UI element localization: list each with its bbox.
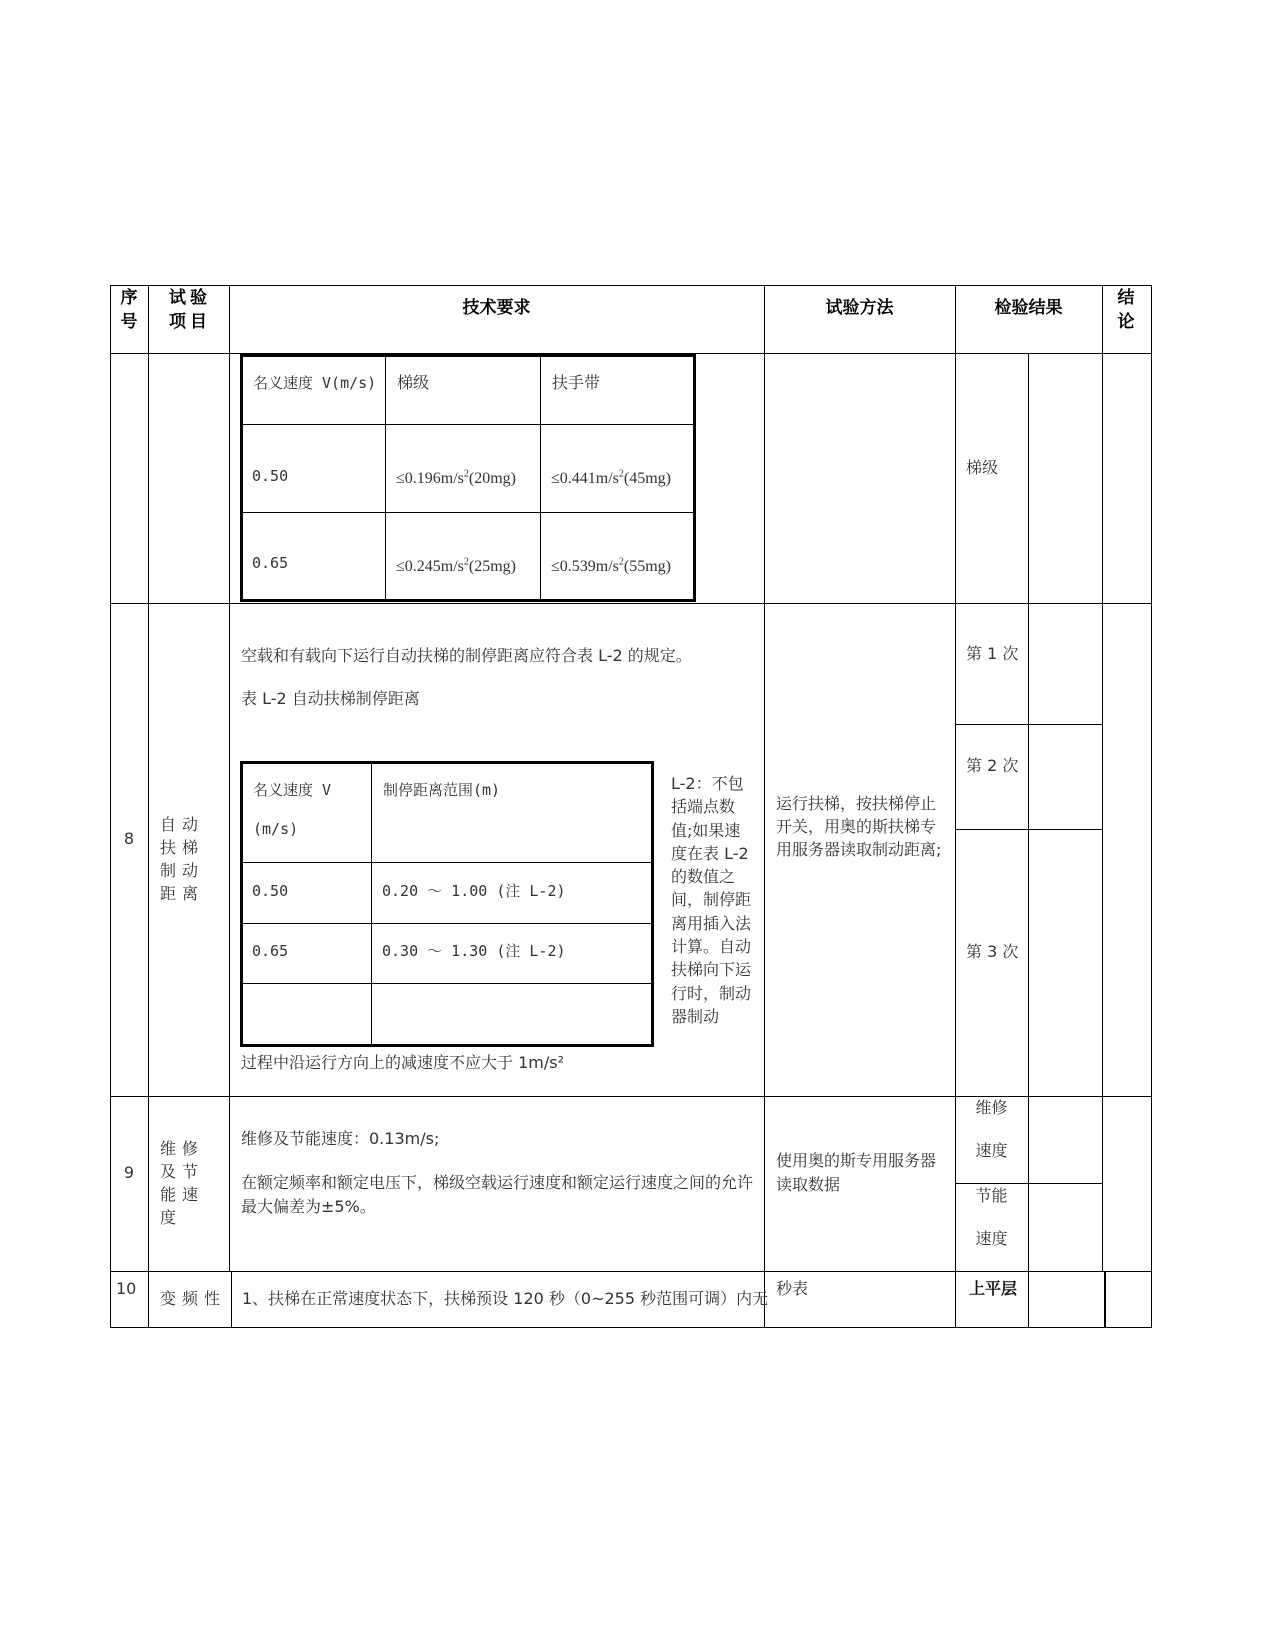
header-method: 试验方法 (825, 298, 894, 318)
stop-table-hline2 (242, 923, 652, 924)
row10-seq: 10 (116, 1279, 137, 1298)
header-item: 试验项目 (169, 288, 211, 332)
row8-req-tail: 过程中沿运行方向上的减速度不应大于 1m/s² (241, 1053, 564, 1072)
accel-r1-step (396, 467, 516, 491)
header-seq: 序号 (120, 288, 138, 332)
vline-result-r10 (1104, 1271, 1106, 1328)
accel-head-step: 梯级 (397, 373, 430, 392)
stop-table-hline1 (242, 862, 652, 863)
accel-r2-step (396, 555, 516, 579)
row8-seq: 8 (123, 829, 135, 848)
accel-r2-handrail-value: ≤0.539m/s (551, 558, 619, 575)
hline-top (110, 285, 1152, 286)
row8-result-2: 第 2 次 (966, 756, 1019, 775)
row8-result-3: 第 3 次 (966, 942, 1019, 961)
row8-side-note: L-2：不包括端点数值;如果速度在表 L-2 的数值之间，制停距离用插入法计算。自动扶梯向下运行时，制动器制动 (671, 774, 752, 1026)
stop-r2-speed: 0.65 (252, 942, 289, 960)
row8-table-title: 表 L-2 自动扶梯制停距离 (241, 689, 420, 708)
hline-bottom (110, 1327, 1152, 1328)
row9-result-energy-a: 节能 (975, 1186, 1008, 1205)
row10-req: 1、扶梯在正常速度状态下，扶梯预设 120 秒（0~255 秒范围可调）内无 (242, 1289, 769, 1308)
accel-r2-step-value: ≤0.245m/s (396, 558, 464, 575)
vline-result-inner (1028, 353, 1029, 1328)
row9-req-speed: 维修及节能速度：0.13m/s; (241, 1129, 440, 1148)
accel-r1-step-sup: 2 (463, 468, 469, 480)
row10-item: 变频性 (160, 1289, 227, 1308)
row8-result-1: 第 1 次 (966, 644, 1019, 663)
accel-head-speed: 名义速度 V(m/s) (253, 374, 377, 392)
row10-method: 秒表 (776, 1279, 809, 1298)
accel-table-vline1 (385, 356, 386, 600)
stop-r1-range: 0.20 ～ 1.00 (注 L-2) (382, 882, 566, 900)
row9-item: 维修及节能速度 (160, 1139, 205, 1227)
stop-head-speed-unit: (m/s) (253, 820, 299, 838)
accel-table-hline1 (242, 424, 694, 425)
hline-result-r8b (955, 829, 1102, 830)
stop-r2-range: 0.30 ～ 1.30 (注 L-2) (382, 942, 566, 960)
accel-table-hline2 (242, 512, 694, 513)
stop-distance-table (240, 761, 654, 1047)
stop-r1-speed: 0.50 (252, 882, 289, 900)
accel-r2-handrail (551, 555, 671, 579)
row9-result-maint-b: 速度 (975, 1141, 1008, 1160)
hline-result-r8a (955, 724, 1102, 725)
row9-req-deviation: 在额定频率和额定电压下，梯级空载运行速度和额定运行速度之间的允许最大偏差为±5%。 (241, 1173, 754, 1216)
accel-r2-handrail-mg: (55mg) (623, 558, 672, 575)
accel-r2-speed: 0.65 (252, 554, 289, 572)
row8-req-intro: 空载和有载向下运行自动扶梯的制停距离应符合表 L-2 的规定。 (241, 646, 692, 665)
accel-r2-step-sup: 2 (463, 556, 469, 568)
vline-item (229, 285, 230, 1272)
hline-row9-bottom (110, 1271, 1152, 1272)
row7-result-label: 梯级 (966, 458, 999, 477)
accel-r1-handrail-value: ≤0.441m/s (551, 470, 619, 487)
accel-r1-handrail-mg: (45mg) (623, 470, 672, 487)
vline-result (1102, 285, 1103, 1272)
accel-head-handrail: 扶手带 (552, 373, 601, 392)
stop-head-range: 制停距离范围(m) (383, 781, 501, 799)
vline-method (955, 285, 956, 1328)
stop-table-hline3 (242, 983, 652, 984)
vline-item-r10 (231, 1271, 232, 1328)
accel-r1-handrail-sup: 2 (618, 468, 624, 480)
row8-method: 运行扶梯，按扶梯停止开关，用奥的斯扶梯专用服务器读取制动距离; (776, 794, 942, 859)
stop-head-speed: 名义速度 V (253, 781, 332, 799)
row8-item: 自动扶梯制动距离 (160, 815, 205, 903)
accel-r2-handrail-sup: 2 (618, 556, 624, 568)
hline-row7-bottom (110, 603, 1152, 604)
accel-r1-handrail (551, 467, 671, 491)
header-requirement: 技术要求 (462, 298, 531, 318)
accel-r1-step-mg: (20mg) (468, 470, 517, 487)
accel-r1-step-value: ≤0.196m/s (396, 470, 464, 487)
accel-r2-step-mg: (25mg) (468, 558, 517, 575)
row9-seq: 9 (123, 1163, 135, 1182)
vline-seq (148, 285, 149, 1328)
vline-right (1151, 285, 1152, 1328)
row9-method: 使用奥的斯专用服务器读取数据 (776, 1151, 937, 1194)
header-conclusion: 结论 (1117, 288, 1135, 332)
vline-req (764, 285, 765, 1328)
header-result: 检验结果 (994, 298, 1063, 318)
accel-table-vline2 (540, 356, 541, 600)
row9-result-maint-a: 维修 (975, 1098, 1008, 1117)
accel-r1-speed: 0.50 (252, 467, 289, 485)
row10-result: 上平层 (969, 1279, 1018, 1298)
stop-table-vline (371, 763, 372, 1045)
row9-result-energy-b: 速度 (975, 1229, 1008, 1248)
